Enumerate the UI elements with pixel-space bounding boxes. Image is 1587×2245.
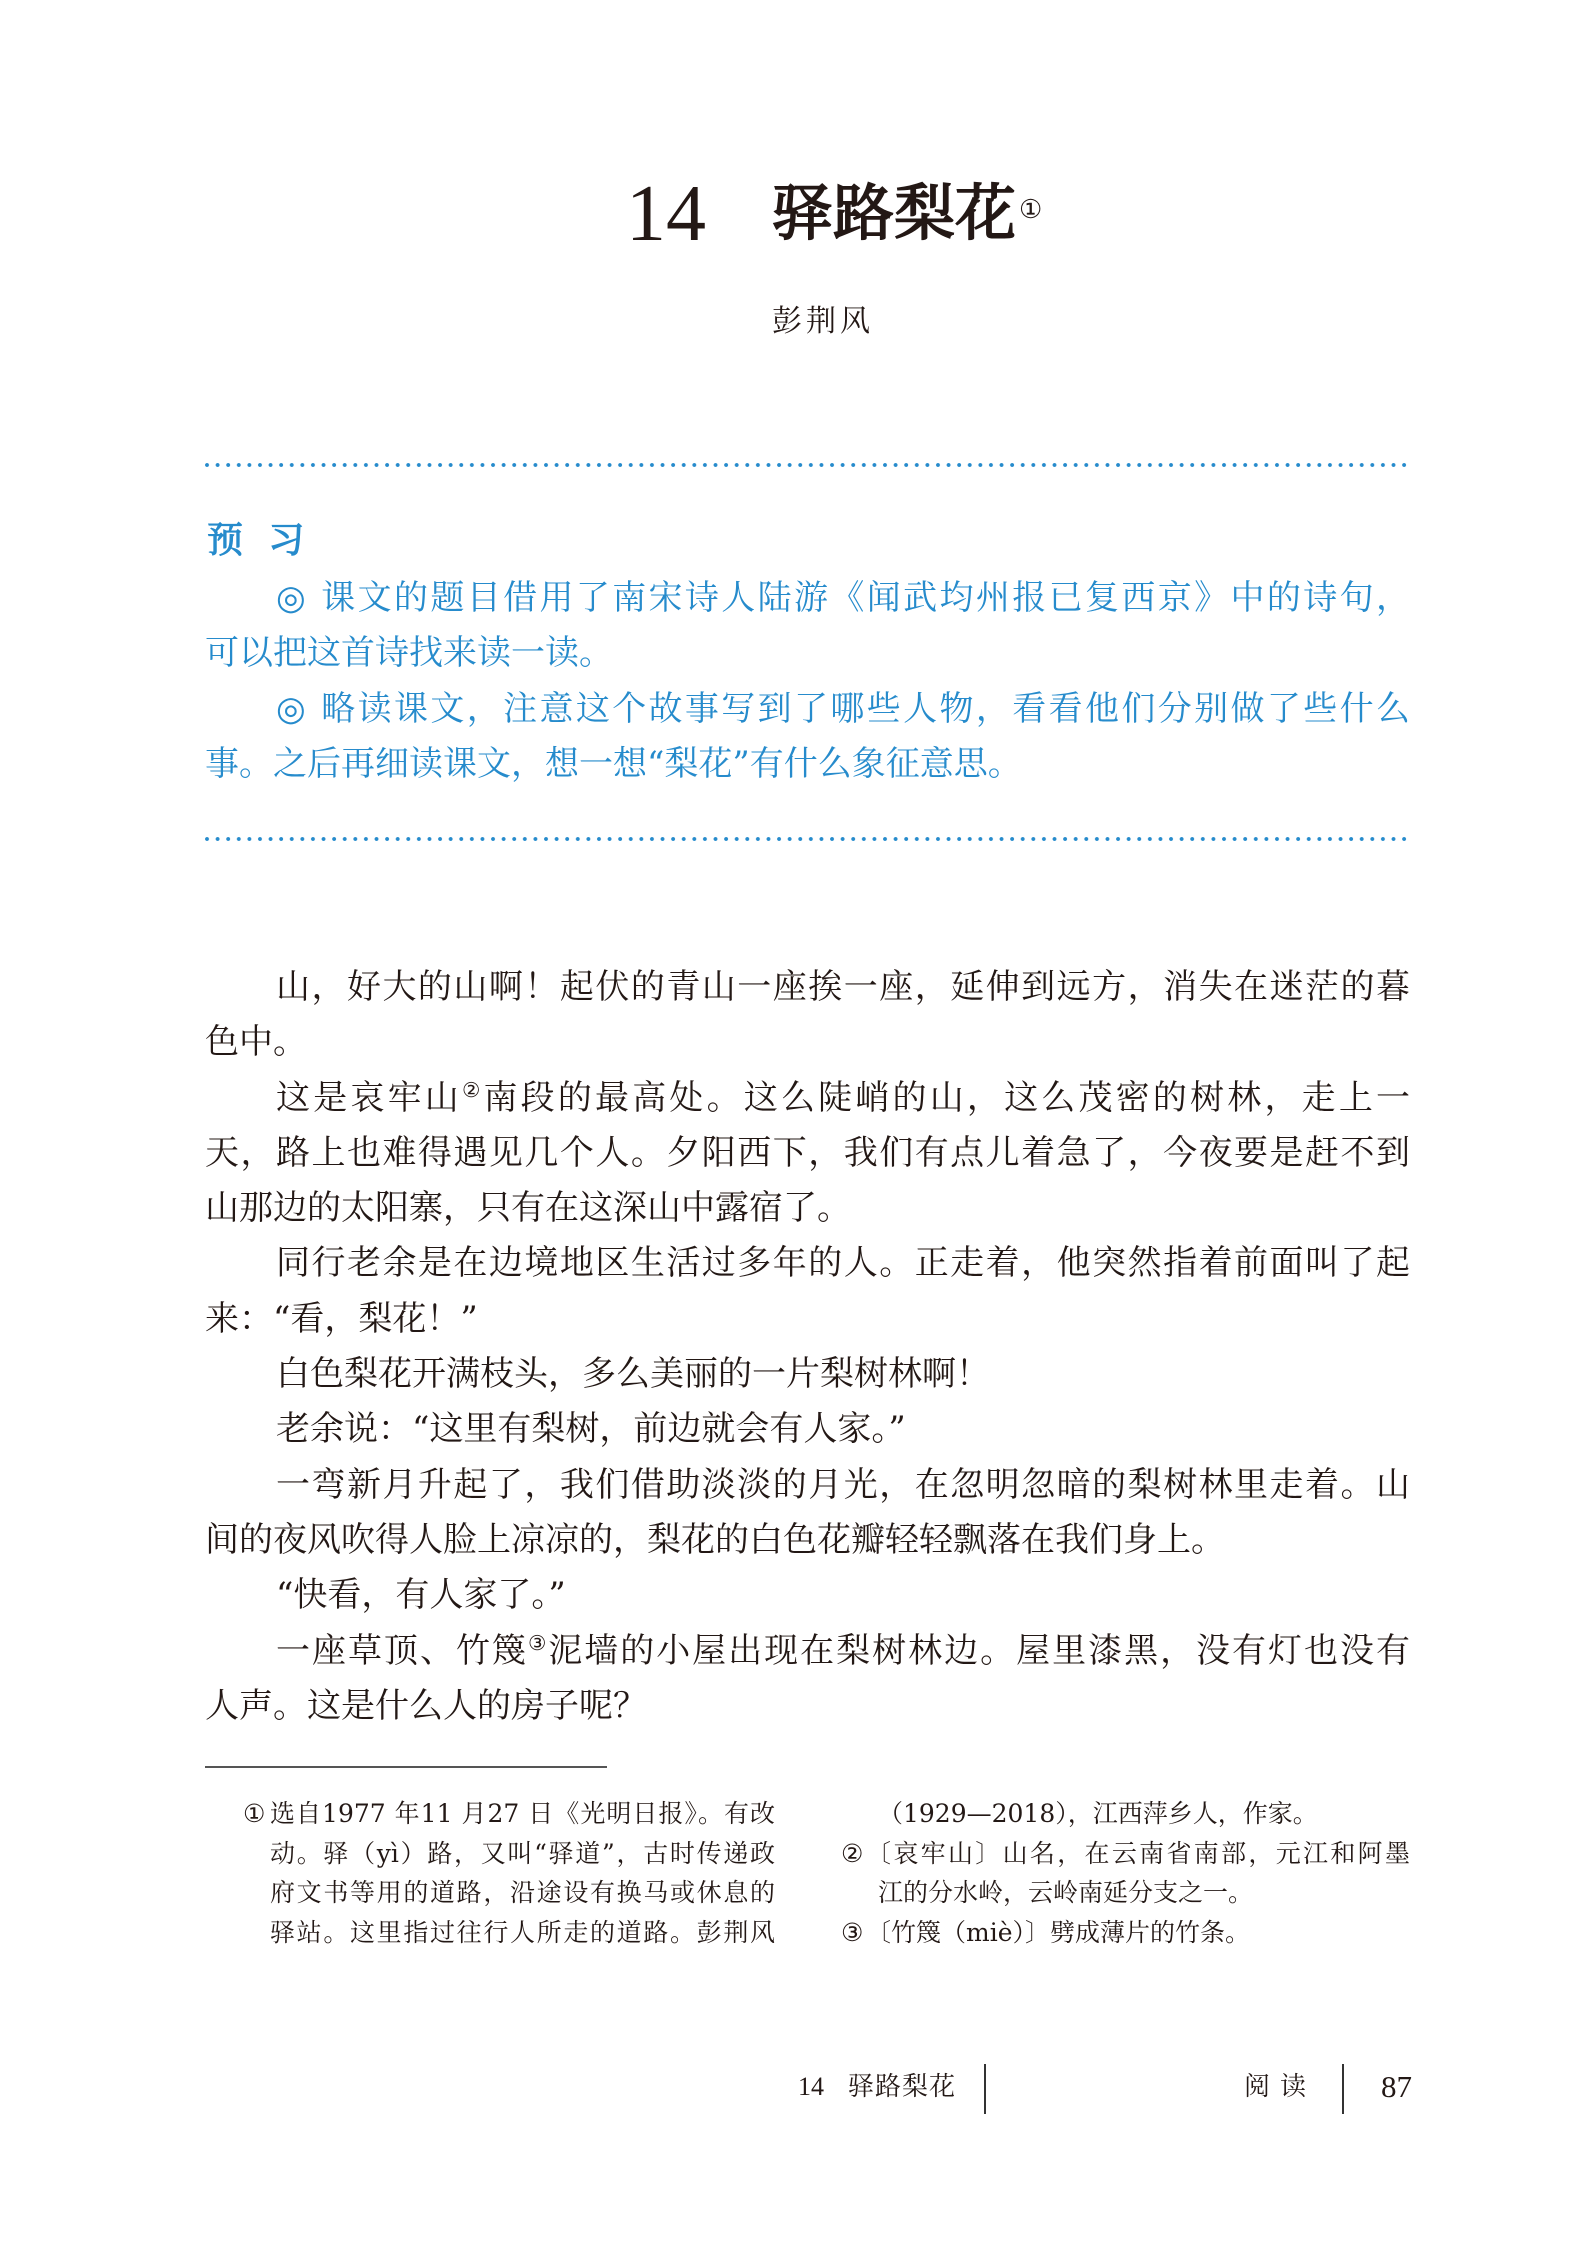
body-line: 山那边的太阳寨，只有在这深山中露宿了。 [205, 1188, 851, 1229]
paragraph [205, 1071, 1410, 1237]
body-line: 老余说：“这里有梨树，前边就会有人家。” [276, 1409, 906, 1450]
footnote-ref-mark: ② [461, 1078, 484, 1103]
body-text-segment: 一座草顶、竹篾 [276, 1630, 528, 1671]
footer-lesson-number: 14 [798, 2072, 824, 2101]
preview-line: 事。之后再细读课文，想一想“梨花”有什么象征意思。 [205, 743, 1022, 784]
body-line [205, 1624, 1410, 1679]
title-footnote-mark: ① [1019, 195, 1043, 225]
footnote-mark: ② [841, 1838, 864, 1868]
footer-divider [1342, 2064, 1344, 2114]
body-line: 一弯新月升起了，我们借助淡淡的月光，在忽明忽暗的梨树林里走着。山 [276, 1464, 1410, 1505]
page-number: 87 [1381, 2069, 1412, 2104]
body-text-segment: 南段的最高处。这么陡峭的山，这么茂密的树林，走上一 [483, 1077, 1411, 1118]
paragraph [205, 1236, 1410, 1347]
footnote [841, 1834, 1410, 1913]
footnotes-right-column [841, 1794, 1410, 1953]
dotted-rule-bottom [205, 837, 1410, 841]
lesson-body [205, 960, 1410, 1734]
footnote-line: 动。驿（yì）路，又叫“驿道”，古时传递政 [270, 1838, 775, 1868]
footnote-mark: ③ [841, 1918, 864, 1948]
lesson-title: 驿路梨花 [772, 178, 1017, 249]
footnote-line: 选自1977 年11 月27 日《光明日报》。有改 [270, 1799, 775, 1828]
preview-heading: 预习 [207, 519, 330, 561]
body-line: 白色梨花开满枝头，多么美丽的一片梨树林啊！ [276, 1354, 990, 1395]
body-text-segment: 这是哀牢山 [276, 1077, 462, 1118]
body-line: “快看，有人家了。” [276, 1575, 566, 1616]
body-line: 间的夜风吹得人脸上凉凉的，梨花的白色花瓣轻轻飘落在我们身上。 [205, 1519, 1225, 1560]
body-line: 同行老余是在边境地区生活过多年的人。正走着，他突然指着前面叫了起 [276, 1243, 1410, 1284]
paragraph [205, 1458, 1410, 1569]
footnote-line: 〔竹篾（miè）〕劈成薄片的竹条。 [866, 1918, 1250, 1948]
paragraph [205, 960, 1410, 1071]
footnote-line: （1929—2018），江西萍乡人，作家。 [878, 1799, 1318, 1828]
footer-divider [984, 2064, 986, 2114]
footnote-ref-mark: ③ [527, 1631, 549, 1656]
preview-line: ◎ 课文的题目借用了南宋诗人陆游《闻武均州报已复西京》中的诗句， [276, 578, 1410, 618]
body-line: 来：“看，梨花！” [205, 1298, 478, 1339]
footer-section-label: 阅读 [1244, 2072, 1317, 2102]
preview-item [205, 571, 1410, 682]
footnote-mark: ① [243, 1799, 266, 1828]
footnote [841, 1913, 1410, 1953]
preview-line: ◎ 略读课文，注意这个故事写到了哪些人物，看看他们分别做了些什么 [276, 688, 1410, 729]
footnote-line: 〔哀牢山〕山名，在云南省南部，元江和阿墨 [866, 1838, 1410, 1868]
body-text-segment: 泥墙的小屋出现在梨树林边。屋里漆黑，没有灯也没有 [548, 1630, 1411, 1671]
footnote-line: 府文书等用的道路，沿途设有换马或休息的 [270, 1878, 775, 1908]
footnote-text [270, 1794, 775, 1953]
dotted-rule-top [205, 463, 1410, 467]
paragraph [205, 1347, 1410, 1402]
paragraph [205, 1624, 1410, 1735]
preview-line: 可以把这首诗找来读一读。 [205, 633, 613, 674]
author-name: 彭荆风 [772, 304, 874, 339]
preview-section [205, 571, 1410, 792]
lesson-number: 14 [626, 170, 706, 258]
paragraph [205, 1402, 1410, 1457]
footnote-line: 驿站。这里指过往行人所走的道路。彭荆风 [270, 1918, 775, 1948]
footnote-line: 江的分水岭，云岭南延分支之一。 [878, 1878, 1254, 1908]
paragraph [205, 1568, 1410, 1623]
preview-item [205, 682, 1410, 793]
body-line: 色中。 [205, 1022, 307, 1063]
footnotes-left-column [243, 1794, 775, 1953]
body-line: 人声。这是什么人的房子呢？ [205, 1685, 647, 1726]
body-line [205, 1071, 1410, 1126]
body-line: 天，路上也难得遇见几个人。夕阳西下，我们有点儿着急了，今夜要是赶不到 [205, 1132, 1410, 1173]
footnote [243, 1794, 775, 1953]
footnote-divider [205, 1766, 607, 1768]
body-line: 山，好大的山啊！起伏的青山一座挨一座，延伸到远方，消失在迷茫的暮 [276, 967, 1410, 1007]
footer-lesson-title: 驿路梨花 [848, 2072, 957, 2102]
